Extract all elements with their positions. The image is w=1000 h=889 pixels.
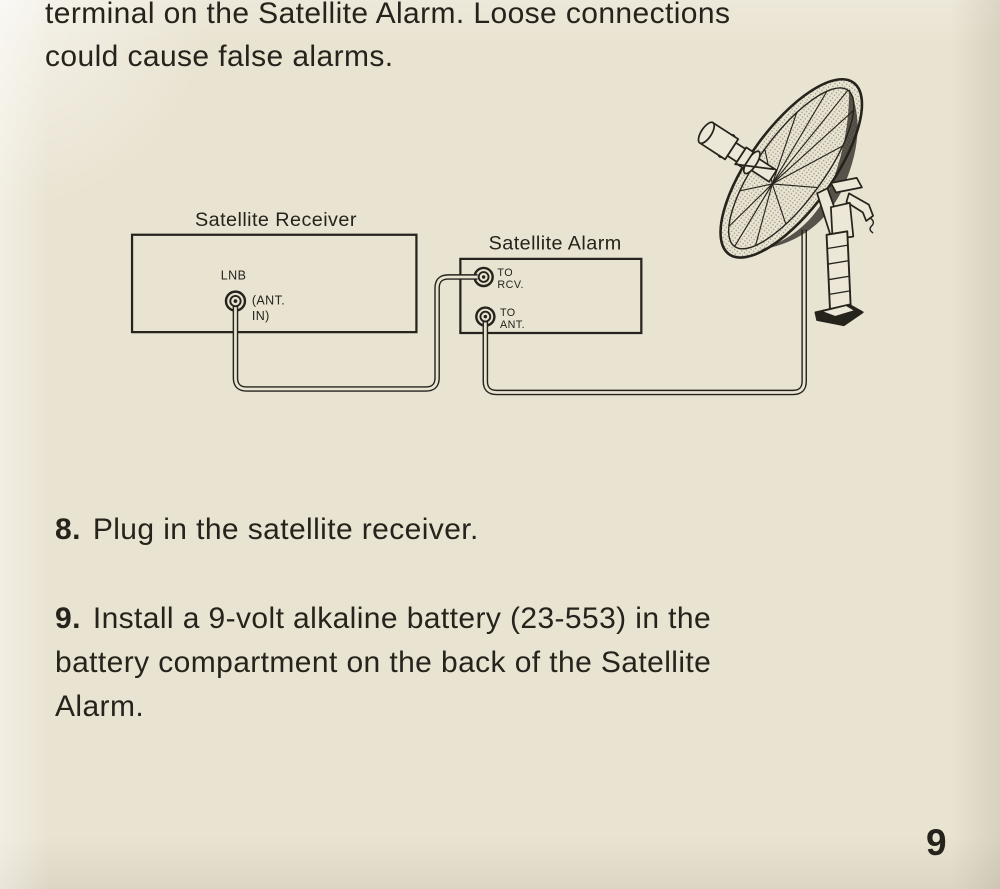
ant-in-note-line-1: (ANT. <box>251 293 286 308</box>
page-number: 9 <box>926 822 947 863</box>
pedestal-foot <box>815 305 862 326</box>
step-8-text: Plug in the satellite receiver. <box>92 513 479 546</box>
step-9-line-2: battery compartment on the back of the Satellite <box>55 646 712 679</box>
rcv-jack <box>479 272 489 282</box>
hookup-diagram <box>0 65 1000 470</box>
dish-reflector <box>695 65 887 278</box>
pedestal-column <box>827 231 851 310</box>
alarm-title: Satellite Alarm <box>488 232 622 255</box>
satellite-dish-illustration <box>695 65 887 325</box>
to-ant-label-line-1: TO <box>500 306 516 319</box>
to-ant-label-line-2: ANT. <box>500 318 526 331</box>
receiver-title: Satellite Receiver <box>195 209 357 232</box>
satellite-receiver-box <box>132 235 416 332</box>
step-8 <box>55 508 479 551</box>
to-rcv-label-line-2: RCV. <box>497 279 524 292</box>
lnb-jack <box>230 296 240 306</box>
step-9 <box>55 597 711 729</box>
step-9-number: 9. <box>55 602 81 635</box>
intro-line-1: terminal on the Satellite Alarm. Loose connections <box>45 0 731 30</box>
lnb-label: LNB <box>220 268 247 283</box>
step-8-number: 8. <box>55 513 81 546</box>
to-rcv-label-line-1: TO <box>497 267 514 280</box>
ant-in-note-line-2: IN) <box>251 309 270 324</box>
step-9-line-3: Alarm. <box>55 690 145 723</box>
step-9-line-1: Install a 9-volt alkaline battery (23-553) in the <box>92 602 712 635</box>
ant-jack <box>480 312 490 322</box>
intro-line-2: could cause false alarms. <box>45 40 394 73</box>
